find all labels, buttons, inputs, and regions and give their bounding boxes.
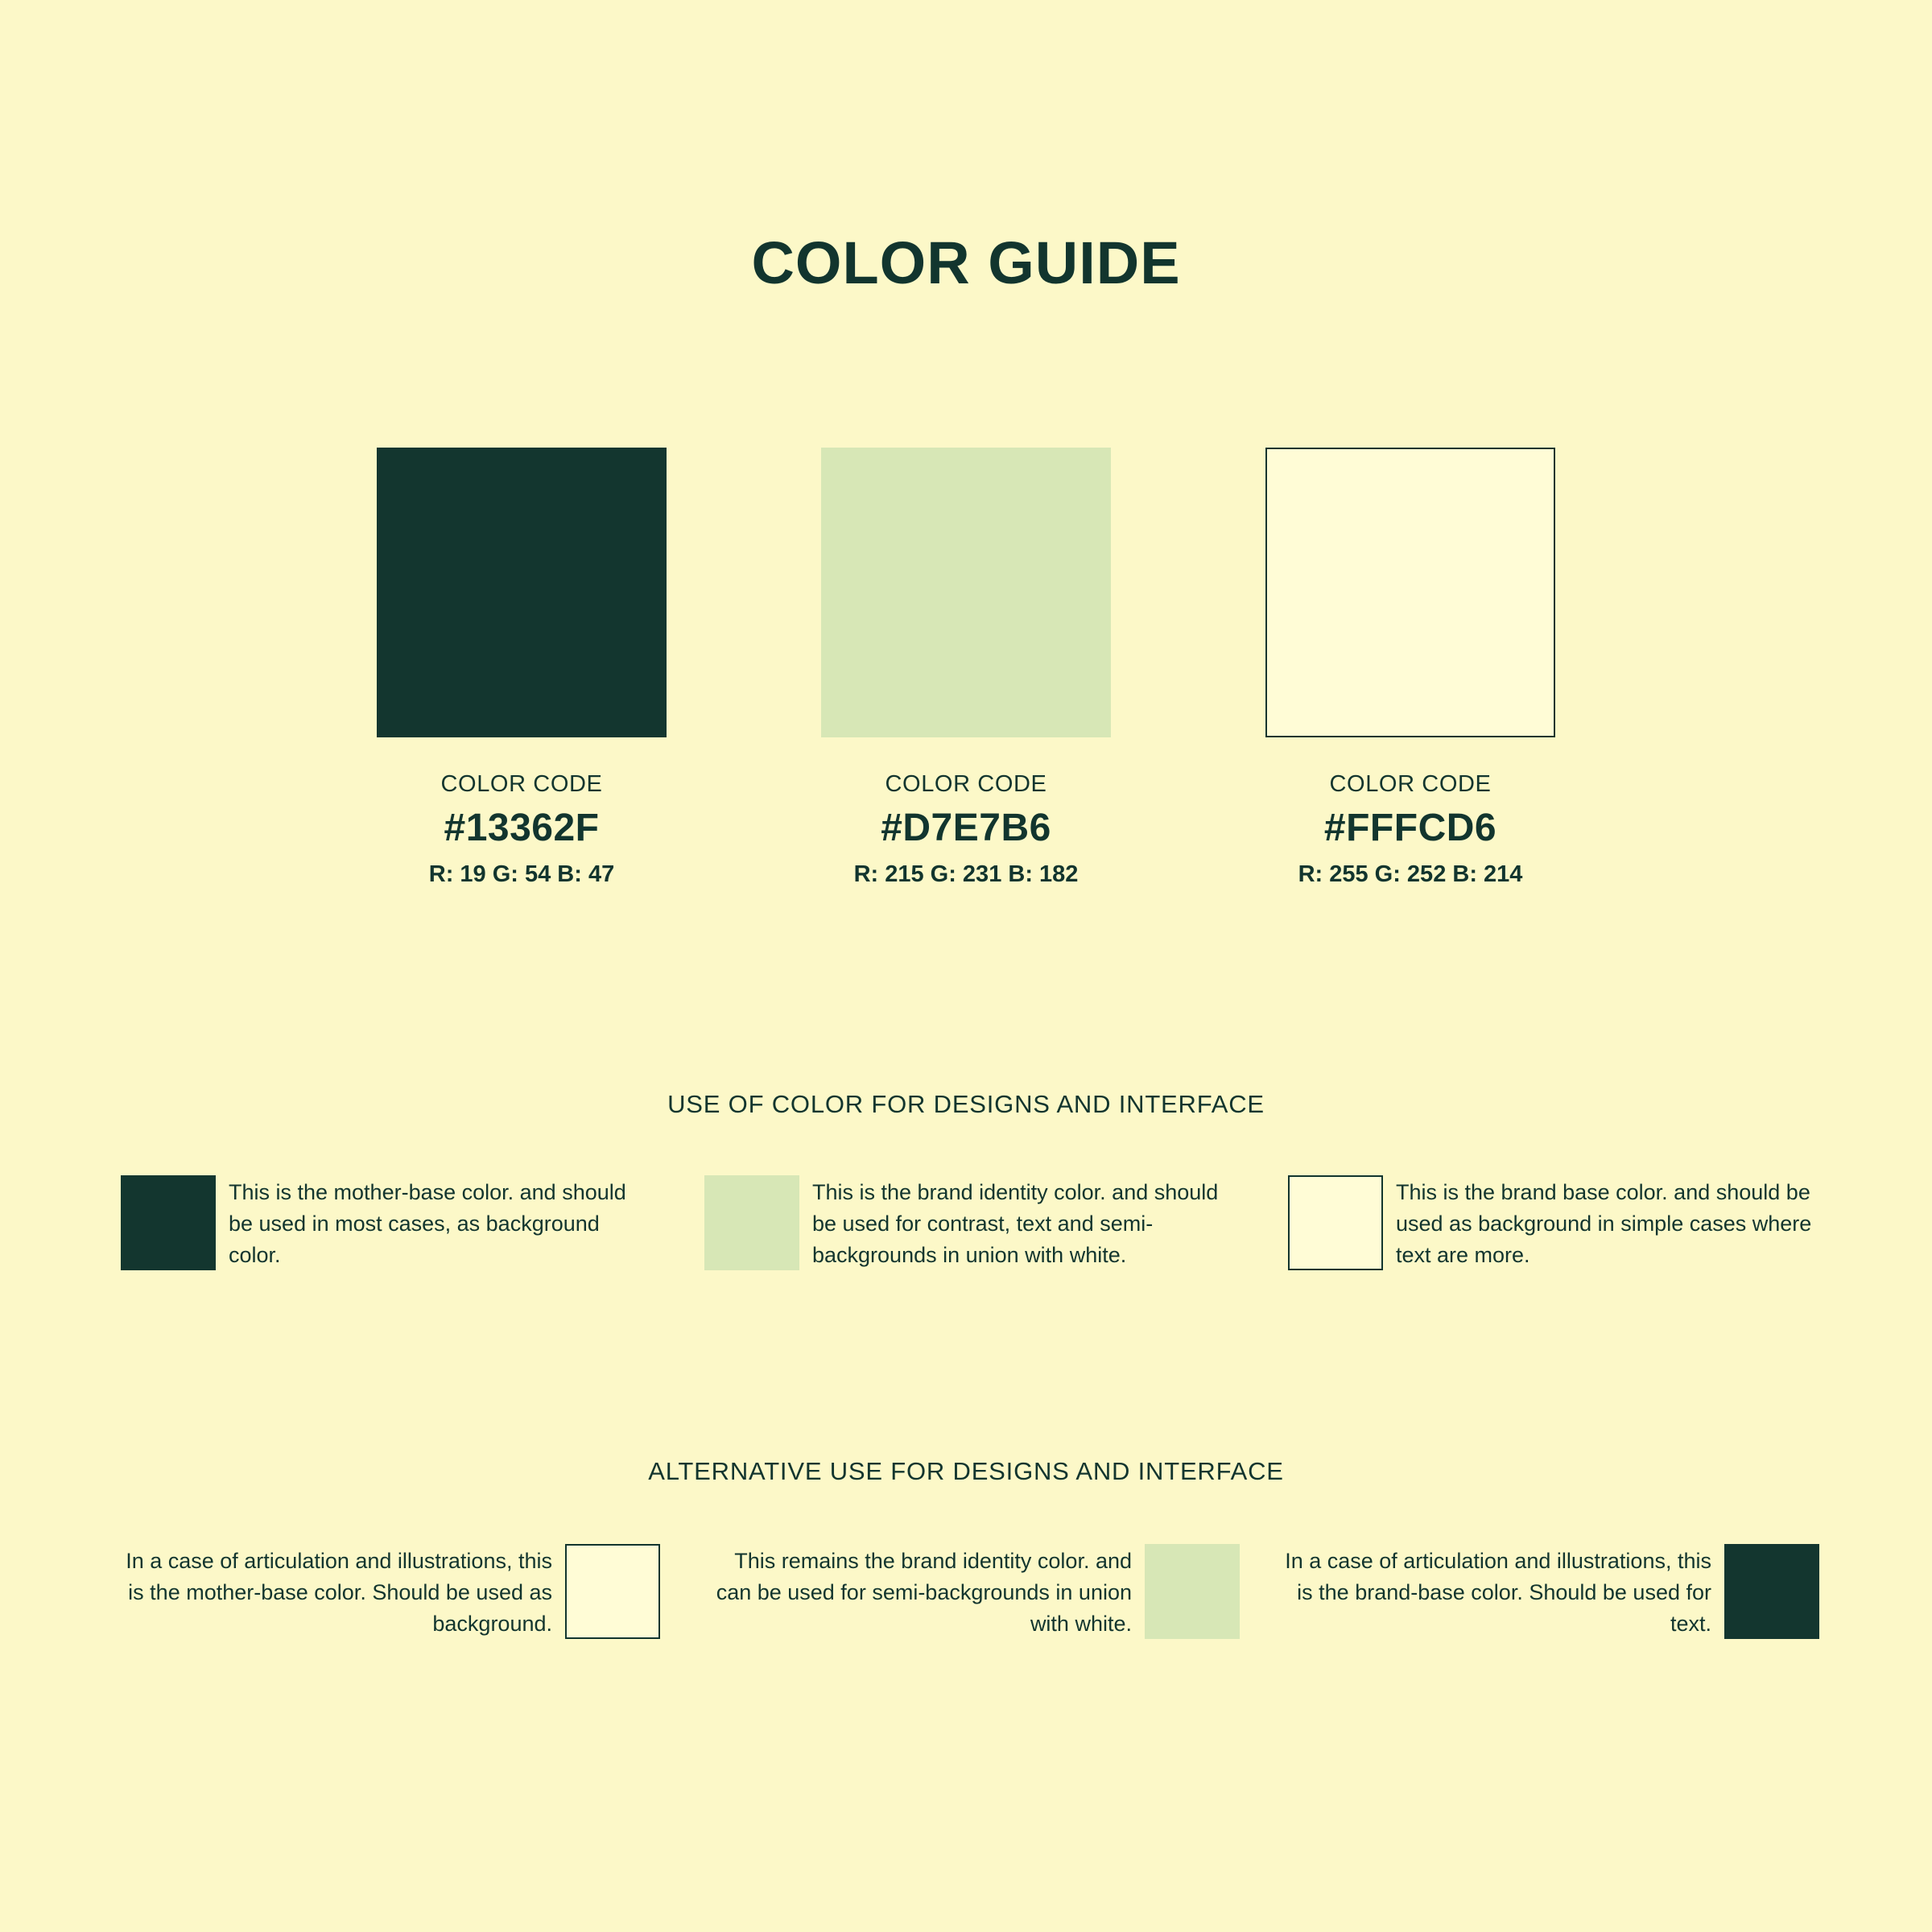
alternative-chip-primary: [1724, 1544, 1819, 1639]
alternative-description: This remains the brand identity color. and can be used for semi-backgrounds in union with white.: [716, 1549, 1132, 1636]
alternative-chip-secondary: [1145, 1544, 1240, 1639]
swatch-rgb-value: R: 19 G: 54 B: 47: [428, 861, 615, 887]
swatch-card-2: [821, 448, 1111, 888]
swatch-rgb-value: R: 255 G: 252 B: 214: [1298, 861, 1523, 887]
alternative-row: [121, 1544, 1819, 1640]
swatch-rgb-value: R: 215 G: 231 B: 182: [853, 861, 1079, 887]
alternative-item-primary: [1280, 1544, 1819, 1640]
usage-section-heading: USE OF COLOR FOR DESIGNS AND INTERFACE: [667, 1090, 1265, 1118]
usage-chip-secondary: [704, 1175, 799, 1270]
alternative-chip-base: [565, 1544, 660, 1639]
color-swatch-base: [1265, 448, 1555, 737]
color-swatch-primary: [377, 448, 667, 737]
usage-description: This is the brand base color. and should be used as background in simple cases where text are more.: [1396, 1180, 1812, 1267]
swatch-row: [0, 448, 1932, 888]
alternative-item-base: [121, 1544, 660, 1640]
swatch-label: COLOR CODE: [885, 771, 1047, 797]
alternative-item-secondary: [700, 1544, 1240, 1640]
usage-item-base: [1288, 1175, 1819, 1271]
color-swatch-secondary: [821, 448, 1111, 737]
swatch-label: COLOR CODE: [440, 771, 603, 797]
usage-description: This is the brand identity color. and should be used for contrast, text and semi-backgrounds in union with white.: [812, 1180, 1219, 1267]
swatch-label: COLOR CODE: [1329, 771, 1492, 797]
swatch-hex-value: #13362F: [444, 807, 600, 849]
usage-row: [121, 1175, 1819, 1271]
swatch-card-1: [377, 448, 667, 888]
usage-description: This is the mother-base color. and should be used in most cases, as background color.: [229, 1180, 626, 1267]
usage-chip-base: [1288, 1175, 1383, 1270]
alternative-description: In a case of articulation and illustrations, this is the mother-base color. Should be used as background.: [126, 1549, 552, 1636]
usage-item-primary: [121, 1175, 652, 1271]
usage-chip-primary: [121, 1175, 216, 1270]
swatch-hex-value: #D7E7B6: [881, 807, 1051, 849]
alternative-description: In a case of articulation and illustrations, this is the brand-base color. Should be used for text.: [1285, 1549, 1711, 1636]
page-title: COLOR GUIDE: [751, 229, 1181, 296]
usage-item-secondary: [704, 1175, 1236, 1271]
swatch-card-3: [1265, 448, 1555, 888]
alternative-section-heading: ALTERNATIVE USE FOR DESIGNS AND INTERFACE: [648, 1457, 1284, 1485]
swatch-hex-value: #FFFCD6: [1323, 807, 1497, 849]
